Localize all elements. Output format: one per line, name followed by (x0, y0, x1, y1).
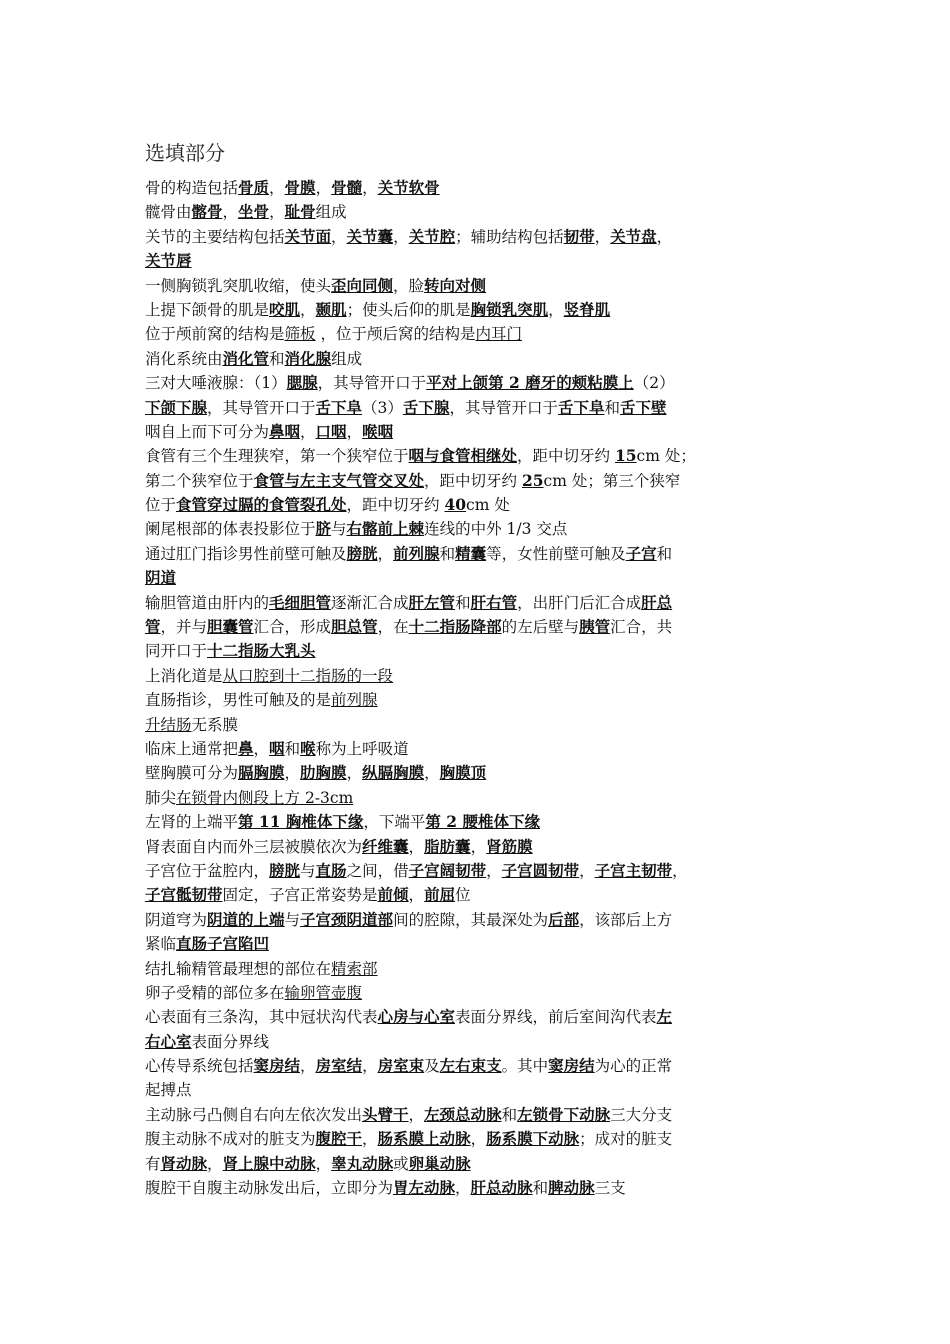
text-segment: ，位于颅后窝的结构是 (315, 325, 476, 344)
text-segment: cm 处 (466, 496, 510, 515)
answer-term: 子宫主韧带 (594, 860, 673, 880)
answer-term: 关节软骨 (377, 178, 440, 197)
text-segment: 通过肛门指诊男性前壁可触及 (145, 544, 347, 563)
answer-term: 窦房结 (253, 1056, 301, 1076)
text-segment: ， (424, 764, 440, 783)
text-segment: ，距中切牙约 (346, 496, 445, 515)
text-segment: ， (362, 1130, 378, 1149)
text-segment: 为心的正常 (594, 1057, 673, 1076)
text-line (145, 835, 805, 859)
answer-term: 消化管 (222, 348, 270, 368)
answer-term: 骨膜 (284, 178, 316, 197)
text-segment: ，其导管开口于 (449, 398, 558, 417)
text-segment: ；成对的脏支 (579, 1130, 673, 1149)
answer-term: 窦房结 (548, 1056, 595, 1076)
text-segment: 和 (269, 349, 285, 368)
answer-term: 食管与左主支气管交叉处 (253, 470, 425, 490)
text-segment: 与 (300, 861, 316, 880)
text-segment: ， (548, 300, 564, 319)
answer-term: 十二指肠大乳头 (207, 641, 316, 661)
text-line (145, 322, 805, 346)
text-segment: 骨的构造包括 (145, 179, 239, 197)
answer-term: 咽与食管相继处 (408, 446, 518, 466)
answer-term: 肝总 (641, 592, 673, 612)
text-segment: 输胆管道由肝内的 (145, 593, 270, 612)
answer-term: 肾筋膜 (486, 836, 533, 856)
text-segment: 汇合，共 (610, 618, 673, 637)
text-segment: 同开口于 (145, 642, 208, 661)
answer-term: 脂肪囊 (424, 836, 471, 856)
text-segment: 位于 (145, 496, 177, 515)
answer-term: 右髂前上棘 (346, 519, 425, 539)
answer-term: 鼻咽 (269, 421, 301, 441)
text-segment: 食管有三个生理狭窄，第一个狭窄位于 (145, 447, 409, 466)
answer-term: 食管穿过膈的食管裂孔处 (176, 495, 347, 515)
text-line (145, 957, 805, 981)
underlined-answer: 前列腺 (331, 691, 378, 710)
text-segment: ， (315, 1154, 332, 1173)
answer-term: 肝左管 (408, 592, 456, 612)
answer-term: 胰管 (579, 617, 611, 637)
text-segment: 肾表面自内而外三层被膜依次为 (145, 837, 363, 856)
text-segment: ， (331, 227, 347, 246)
text-segment: 固定，子宫正常姿势是 (222, 886, 378, 905)
answer-term: 关节面 (284, 226, 332, 246)
text-line (145, 420, 805, 444)
text-segment: 结扎输精管最理想的部位在 (145, 959, 332, 978)
underlined-answer: 输卵管壶腹 (284, 983, 363, 1002)
text-line (145, 786, 805, 810)
text-segment: 表面分界线，前后室间沟代表 (455, 1008, 657, 1027)
text-segment: 阴道穹为 (145, 910, 208, 929)
answer-term: 肠系膜下动脉 (486, 1129, 580, 1149)
text-segment: ， (377, 544, 394, 563)
text-segment: ，出肝门后汇合成 (517, 593, 642, 612)
answer-term: 舌下腺 (402, 397, 450, 417)
answer-term: 纵膈胸膜 (362, 763, 425, 783)
answer-term: 胸膜顶 (439, 763, 487, 783)
answer-term: 前屈 (424, 885, 456, 905)
document-body (145, 176, 805, 1200)
text-segment: 关节的主要结构包括 (145, 227, 285, 246)
text-segment: 和 (501, 1105, 518, 1124)
text-line (145, 713, 805, 737)
answer-term: 下颌下腺 (145, 397, 208, 417)
answer-term: 腮腺 (286, 373, 318, 393)
answer-term: 子宫圆韧带 (501, 860, 580, 880)
answer-term: 肝总动脉 (470, 1178, 533, 1198)
answer-term: 膀胱 (269, 860, 301, 880)
text-segment: ， (300, 422, 316, 441)
text-line (145, 1176, 805, 1200)
text-line (145, 469, 805, 493)
text-segment: 无系膜 (191, 715, 239, 734)
answer-term: 阴道 (145, 568, 177, 588)
answer-term: 直肠子宫陷凹 (176, 934, 270, 954)
text-line (145, 1152, 805, 1176)
text-segment: 髋骨由 (145, 203, 192, 222)
answer-term: 纤维囊 (362, 836, 409, 856)
answer-term: 膀胱 (346, 543, 378, 563)
answer-term: 胆囊管 (207, 617, 254, 637)
text-line (145, 591, 805, 615)
text-line (145, 517, 805, 541)
text-segment: ， (269, 203, 285, 222)
underlined-answer: 在锁骨内侧段上方 2-3cm (176, 788, 354, 807)
underlined-answer: 升结肠 (145, 715, 192, 734)
text-line (145, 664, 805, 688)
text-segment: 起搏点 (145, 1081, 192, 1100)
answer-term: 直肠 (315, 860, 347, 880)
text-line (145, 1054, 805, 1078)
answer-term: 阴道的上端 (207, 909, 285, 929)
text-line (145, 396, 805, 420)
text-segment: 三对大唾液腺：（1） (145, 374, 287, 393)
answer-term: 管 (145, 617, 161, 637)
text-segment: ，在 (377, 618, 409, 637)
underlined-answer: 精索部 (331, 959, 378, 978)
answer-term: 韧带 (563, 226, 595, 246)
text-segment: ，距中切牙约 (424, 471, 522, 490)
text-segment: ， (222, 203, 239, 222)
answer-term: 咽 (269, 738, 285, 758)
answer-term: 骨髓 (331, 178, 363, 197)
underlined-answer: 从口腔到十二指肠的一段 (222, 666, 394, 685)
answer-term: 胃左动脉 (393, 1178, 456, 1198)
text-line (145, 249, 805, 273)
text-segment: 组成 (315, 203, 347, 222)
answer-term: 子宫 (625, 543, 657, 563)
answer-term: 房室束 (377, 1056, 425, 1076)
text-line (145, 225, 805, 249)
text-segment: 阑尾根部的体表投影位于 (145, 520, 316, 539)
text-segment: ， (393, 227, 409, 246)
text-segment: 。其中 (501, 1057, 549, 1076)
answer-term: 舌下阜 (315, 397, 363, 417)
text-line (145, 1078, 805, 1102)
text-line (145, 176, 805, 200)
text-segment: 和 (604, 398, 620, 417)
text-segment: 有 (145, 1154, 161, 1173)
answer-term: 左右束支 (439, 1056, 502, 1076)
answer-term: 右心室 (145, 1031, 192, 1051)
answer-term: 耻骨 (284, 202, 316, 222)
answer-term: 第 2 腰椎体下缘 (425, 812, 540, 832)
answer-term: 舌下阜 (557, 397, 605, 417)
text-segment: 腹腔干自腹主动脉发出后，立即分为 (145, 1179, 394, 1198)
text-segment: ， (300, 1057, 316, 1076)
text-segment: ，脸 (393, 276, 425, 295)
text-line (145, 1030, 805, 1054)
text-segment: ， (269, 179, 285, 197)
answer-term: 前列腺 (393, 543, 440, 563)
text-segment: ， (470, 837, 487, 856)
answer-term: 十二指肠降部 (408, 617, 502, 637)
text-segment: ， (486, 861, 502, 880)
answer-term: 髂骨 (191, 202, 223, 222)
text-segment: 表面分界线 (191, 1032, 270, 1051)
text-segment: 左肾的上端平 (145, 813, 239, 832)
text-segment: 及 (424, 1057, 440, 1076)
answer-term: 子宫颈阴道部 (300, 909, 394, 929)
answer-term: 平对上颌第 2 磨牙的颊粘膜上 (426, 373, 634, 393)
text-segment: 咽自上而下可分为 (145, 422, 270, 441)
text-segment: ；辅助结构包括 (455, 227, 564, 246)
text-segment: 一侧胸锁乳突肌收缩，使头 (145, 276, 332, 295)
text-segment: ， (253, 739, 270, 758)
text-segment: 心表面有三条沟，其中冠状沟代表 (145, 1008, 378, 1027)
text-line (145, 810, 805, 834)
text-segment: 组成 (331, 349, 363, 368)
text-line (145, 347, 805, 371)
text-segment: ，下端平 (363, 813, 426, 832)
answer-term: 颞肌 (315, 299, 347, 319)
text-segment: 位 (455, 886, 471, 905)
answer-term: 喉 (300, 738, 316, 758)
text-segment: （2） (633, 374, 675, 393)
text-segment: ， (594, 227, 611, 246)
answer-term: 关节腔 (408, 226, 456, 246)
text-segment: 与 (284, 910, 301, 929)
text-line (145, 859, 805, 883)
answer-term: 肾动脉 (160, 1153, 208, 1173)
text-segment: ， (408, 837, 425, 856)
text-segment: 心传导系统包括 (145, 1057, 254, 1076)
text-segment: 肺尖 (145, 788, 177, 807)
text-line (145, 761, 805, 785)
text-segment: 和 (656, 544, 673, 563)
text-segment: ；使头后仰的肌是 (346, 300, 471, 319)
answer-term: 心房与心室 (377, 1007, 456, 1027)
text-line (145, 493, 805, 517)
answer-term: 关节盘 (610, 226, 657, 246)
answer-term: 睾丸动脉 (331, 1153, 394, 1173)
text-line (145, 371, 805, 395)
text-line (145, 444, 805, 468)
text-line (145, 688, 805, 712)
text-segment: 主动脉弓凸侧自右向左依次发出 (145, 1105, 363, 1124)
text-line (145, 298, 805, 322)
answer-term: 房室结 (315, 1056, 363, 1076)
text-segment: 腹主动脉不成对的脏支为 (145, 1130, 316, 1149)
text-segment: 逐渐汇合成 (331, 593, 409, 612)
answer-term: 咬肌 (269, 299, 301, 319)
answer-term: 肋胸膜 (300, 763, 347, 783)
text-line (145, 1103, 805, 1127)
text-segment: 子宫位于盆腔内， (145, 861, 270, 880)
text-segment: 位于颅前窝的结构是 (145, 325, 285, 344)
text-line (145, 615, 805, 639)
text-line (145, 200, 805, 224)
answer-term: 左锁骨下动脉 (517, 1104, 611, 1124)
answer-term: 头臂干 (362, 1104, 409, 1124)
text-segment: ， (346, 422, 363, 441)
answer-term: 25 (521, 470, 544, 490)
text-segment: 连线的中外 1/3 交点 (424, 520, 568, 539)
answer-term: 胸锁乳突肌 (470, 299, 549, 319)
answer-term: 消化腺 (284, 348, 332, 368)
text-segment: 直肠指诊，男性可触及的是 (145, 691, 332, 710)
text-segment: 消化系统由 (145, 349, 223, 368)
underlined-answer: 内耳门 (475, 325, 522, 344)
text-line (145, 566, 805, 590)
text-segment: 紧临 (145, 935, 177, 954)
text-line (145, 737, 805, 761)
text-segment: 和 (532, 1179, 549, 1198)
text-segment: 和 (455, 593, 471, 612)
text-segment: ， (362, 179, 378, 197)
answer-term: 后部 (548, 909, 580, 929)
text-segment: ，距中切牙约 (517, 447, 615, 466)
text-segment: ， (672, 861, 688, 880)
text-segment: 壁胸膜可分为 (145, 764, 239, 783)
text-line (145, 932, 805, 956)
answer-term: 关节唇 (145, 251, 192, 271)
text-line (145, 981, 805, 1005)
text-segment: 等，女性前壁可触及 (486, 544, 626, 563)
text-segment: ， (579, 861, 595, 880)
text-segment: cm 处；第三个狭窄 (543, 471, 681, 490)
answer-term: 竖脊肌 (563, 299, 611, 319)
text-segment: ， (207, 1154, 223, 1173)
text-line (145, 639, 805, 663)
text-segment: ， (346, 764, 363, 783)
text-segment: 三支 (594, 1179, 626, 1198)
text-segment: ，并与 (160, 618, 208, 637)
text-segment: ， (315, 179, 332, 197)
text-segment: ， (300, 300, 316, 319)
text-segment: ， (362, 1057, 378, 1076)
answer-term: 胆总管 (331, 617, 378, 637)
answer-term: 毛细胆管 (269, 592, 332, 612)
text-segment: 临床上通常把 (145, 739, 239, 758)
text-segment: ， (470, 1130, 487, 1149)
answer-term: 卵巢动脉 (408, 1153, 471, 1173)
text-segment: 和 (439, 544, 456, 563)
answer-term: 肠系膜上动脉 (377, 1129, 471, 1149)
text-segment: 的左后壁与 (501, 618, 580, 637)
text-segment: 上提下颌骨的肌是 (145, 300, 270, 319)
answer-term: 关节囊 (346, 226, 394, 246)
text-segment: ，其导管开口于 (207, 398, 316, 417)
text-segment: cm 处； (636, 447, 696, 466)
text-segment: 汇合，形成 (253, 618, 332, 637)
text-segment: ， (408, 886, 425, 905)
text-segment: （3） (362, 398, 403, 417)
answer-term: 左 (656, 1007, 673, 1027)
answer-term: 脾动脉 (548, 1178, 595, 1198)
answer-term: 精囊 (455, 543, 487, 563)
text-line (145, 908, 805, 932)
answer-term: 40 (444, 495, 467, 515)
answer-term: 喉咽 (362, 421, 394, 441)
section-title: 选填部分 (145, 141, 225, 165)
answer-term: 坐骨 (238, 202, 270, 222)
answer-term: 肝右管 (470, 592, 518, 612)
answer-term: 子宫阔韧带 (408, 860, 487, 880)
text-segment: 卵子受精的部位多在 (145, 983, 285, 1002)
answer-term: 歪向同侧 (331, 275, 394, 295)
answer-term: 腹腔干 (315, 1129, 363, 1149)
text-segment: 和 (284, 739, 301, 758)
text-segment: 第二个狭窄位于 (145, 471, 254, 490)
underlined-answer: 筛板 (284, 325, 316, 344)
answer-term: 转向对侧 (424, 275, 487, 295)
answer-term: 第 11 胸椎体下缘 (238, 812, 364, 832)
answer-term: 舌下壁 (619, 397, 667, 417)
answer-term: 口咽 (315, 421, 347, 441)
answer-term: 脐 (315, 519, 332, 539)
text-segment: 三大分支 (610, 1105, 673, 1124)
text-line (145, 1127, 805, 1151)
text-segment: 或 (393, 1154, 409, 1173)
answer-term: 左颈总动脉 (424, 1104, 502, 1124)
text-segment: 间的腔隙，其最深处为 (393, 910, 549, 929)
answer-term: 前倾 (377, 885, 409, 905)
answer-term: 子宫骶韧带 (145, 885, 223, 905)
answer-term: 鼻 (238, 738, 254, 758)
text-segment: ，该部后上方 (579, 910, 673, 929)
text-segment: ， (284, 764, 301, 783)
text-segment: ，其导管开口于 (317, 374, 427, 393)
text-segment: ， (656, 227, 673, 246)
text-line (145, 274, 805, 298)
text-segment: ， (408, 1105, 425, 1124)
text-line (145, 1005, 805, 1029)
text-line (145, 883, 805, 907)
text-segment: 称为上呼吸道 (315, 739, 409, 758)
answer-term: 肾上腺中动脉 (222, 1153, 316, 1173)
text-segment: ， (455, 1179, 471, 1198)
text-segment: 与 (331, 520, 347, 539)
answer-term: 膈胸膜 (238, 763, 285, 783)
answer-term: 15 (614, 446, 637, 466)
text-segment: 上消化道是 (145, 666, 223, 685)
answer-term: 骨质 (238, 178, 270, 197)
text-segment: 之间，借 (346, 861, 409, 880)
text-line (145, 542, 805, 566)
